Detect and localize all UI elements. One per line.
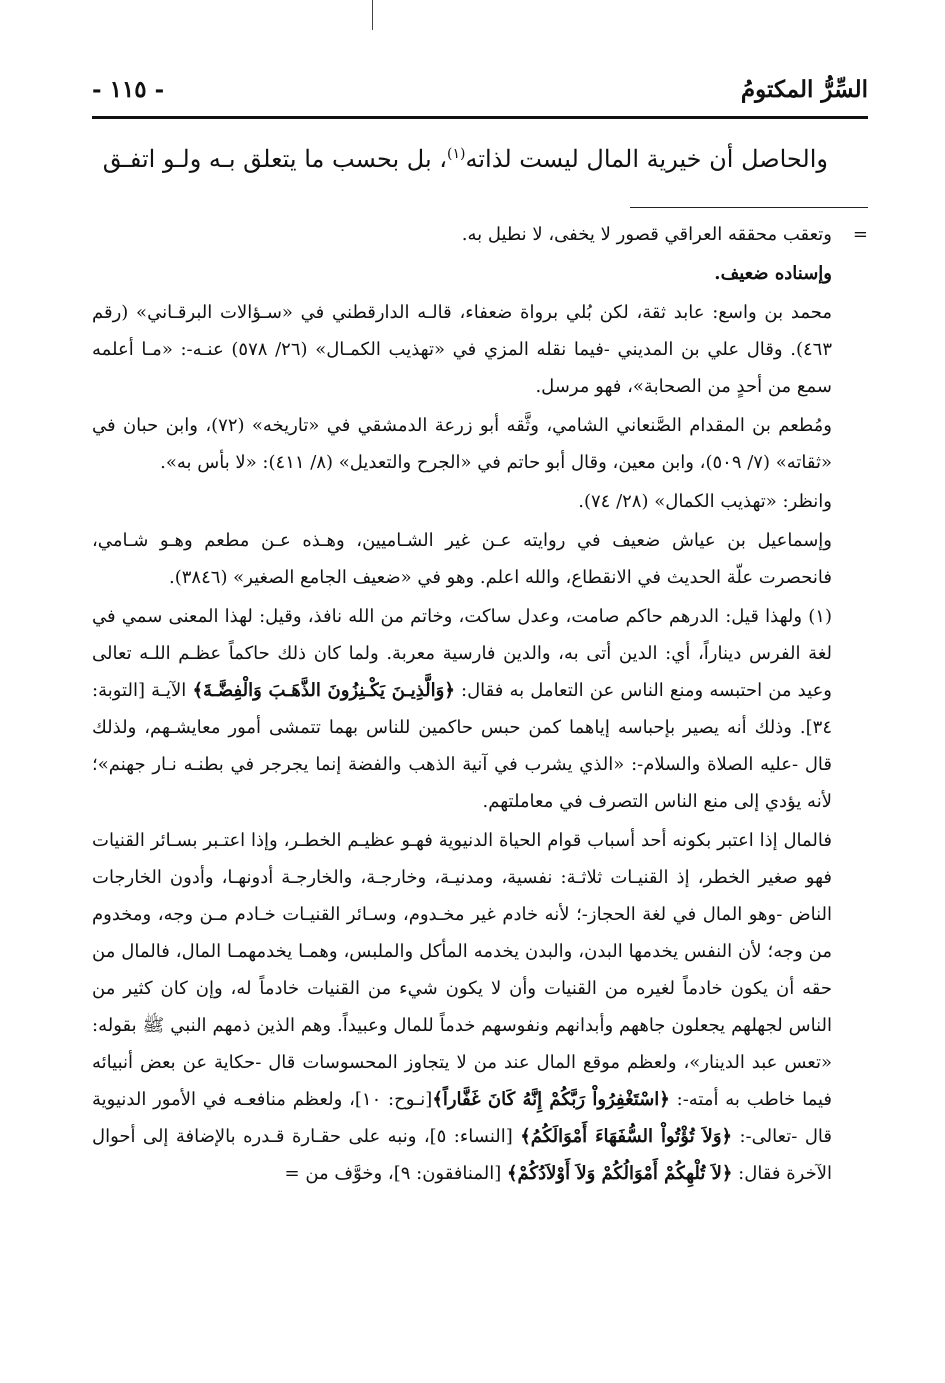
quran-verse: ﴿لاَ تُلْهِكُمْ أَمْوَالُكُمْ وَلاَ أَوْلاَدُكُمْ﴾	[507, 1163, 733, 1184]
footnote-paragraph: وانظر: «تهذيب الكمال» (٢٨/ ٧٤).	[578, 491, 832, 512]
footnote-paragraph: محمد بن واسع: عابد ثقة، لكن بُلي برواة ضعفاء، قالـه الدارقطني في «سـؤالات البرقـاني» (رقم ٤٦٣). وقال علي بن المديني -فيما نقله المزي في «تهذيب الكمـال» (٢٦/ ٥٧٨) عنـه-: «مـا أعلمه سمع من أحدٍ من الصحابة»، فهو مرسل.	[92, 302, 832, 397]
footnote-text: الآيـة [التوبة: ٣٤]. وذلك أنه يصير بإحباسه إياهما كمن حبس حاكمين للناس بهما تتمشى أمور معايشـهم، ولذلك قال -عليه الصلاة والسلام-: «الذي يشرب في آنية الذهب والفضة إنما يجرجر في بطنـه نـار جهنم»؛ لأنه يؤدي إلى منع الناس التصرف في معاملتهم.	[92, 680, 832, 812]
footnote-text: [نـوح: ١٠]، ولعظم منافعـه في الأمور الدنيوية قال -تعالى-:	[92, 1089, 832, 1147]
footnote-separator	[630, 207, 868, 208]
quran-verse: ﴿اسْتَغْفِرُواْ رَبَّكُمْ إِنَّهُ كَانَ غَفَّاراً﴾	[432, 1089, 670, 1110]
continuation-marker: =	[852, 224, 868, 245]
crop-mark	[372, 0, 373, 30]
running-title: السِّرُّ المكتومُ	[740, 76, 868, 103]
footnote-text: [المنافقون: ٩]، وخوَّف من =	[284, 1163, 507, 1184]
footnote-text: فالمال إذا اعتبر بكونه أحد أسباب قوام الحياة الدنيوية فهـو عظيـم الخطـر، وإذا اعتـبر بسـائر القنيات فهو صغير الخطر، إذ القنيـات ثلاثـة: نفسية، ومدنيـة، وخارجـة، والخارجـة أدونهـا، وأدون الخارجات الناض -وهو المال في لغة الحجاز-؛ لأنه خادم غير مخـدوم، وسـائر القنيـات خـادم مـن وجه، ومخدوم من وجه؛ لأن النفس يخدمها البدن، والبدن يخدمه المأكل والملبس، وهمـا يخدمهمـا المال، فالمال من حقه أن يكون خادماً لغيره من القنيات وأن لا يكون شيء من القنيات خادماً له، وإن كان كثير من الناس لجهلهم يجعلون جاههم وأبدانهم ونفوسهم خدماً للمال وعبيداً. وهم الذين ذمهم النبي ﷺ بقوله: «تعس عبد الدينار»، ولعظم موقع المال عند من لا يتجاوز المحسوسات قال -حكاية عن بعض أنبيائه فيما خاطب به أمته-:	[92, 830, 833, 1110]
footnote-paragraph: وإسماعيل بن عياش ضعيف في روايته عـن غير الشـاميين، وهـذه عـن مطعم وهـو شـامي، فانحصرت علّة الحديث في الانقطاع، والله اعلم. وهو في «ضعيف الجامع الصغير» (٣٨٤٦).	[92, 530, 832, 588]
footnote-paragraph: ومُطعم بن المقدام الصَّنعاني الشامي، وثَّقه أبو زرعة الدمشقي في «تاريخه» (٧٢)، وابن حبان في «ثقاته» (٧/ ٥٠٩)، وابن معين، وقال أبو حاتم في «الجرح والتعديل» (٨/ ٤١١): «لا بأس به».	[92, 415, 832, 473]
footnote-1	[92, 598, 868, 820]
footnote-text: (١) ولهذا قيل: الدرهم حاكم صامت، وعدل ساكت، وخاتم من الله نافذ، وقيل: لهذا المعنى سمي في لغة الفرس ديناراً، أي: الدين أتى به، والدين فارسية معربة. ولما كان ذلك حاكماً عظـم اللـه تعالى وعيد من احتبسه ومنع الناس عن التعامل به فقال:	[92, 606, 832, 701]
quran-verse: ﴿وَلاَ تُؤْتُواْ السُّفَهَاءَ أَمْوَالَكُمُ﴾	[520, 1126, 733, 1147]
main-text-part2: ، بل بحسب ما يتعلق بـه ولـو اتفـق	[102, 145, 448, 173]
page-header	[92, 70, 868, 114]
main-text-part1: والحاصل أن خيرية المال ليست لذاته	[465, 145, 828, 173]
footnote-paragraph: وإسناده ضعيف.	[714, 263, 832, 284]
footnote-reference: (١)	[447, 146, 466, 162]
footnote-paragraph	[92, 822, 868, 1192]
quran-verse: ﴿وَالَّذِيـنَ يَكْـنِزُونَ الذَّهَـبَ وَالْفِضَّـةَ﴾	[192, 680, 455, 701]
page-number: - ١١٥ -	[92, 76, 165, 103]
footnotes	[92, 216, 868, 1194]
footnote-paragraph: وتعقب محققه العراقي قصور لا يخفى، لا نطيل به.	[461, 224, 832, 245]
main-text	[92, 128, 828, 185]
header-rule	[92, 116, 868, 119]
footnote-continuation	[92, 216, 868, 253]
footnote-text: [النساء: ٥]، ونبه على حقـارة قـدره بالإضافة إلى أحوال الآخرة فقال:	[92, 1126, 832, 1184]
